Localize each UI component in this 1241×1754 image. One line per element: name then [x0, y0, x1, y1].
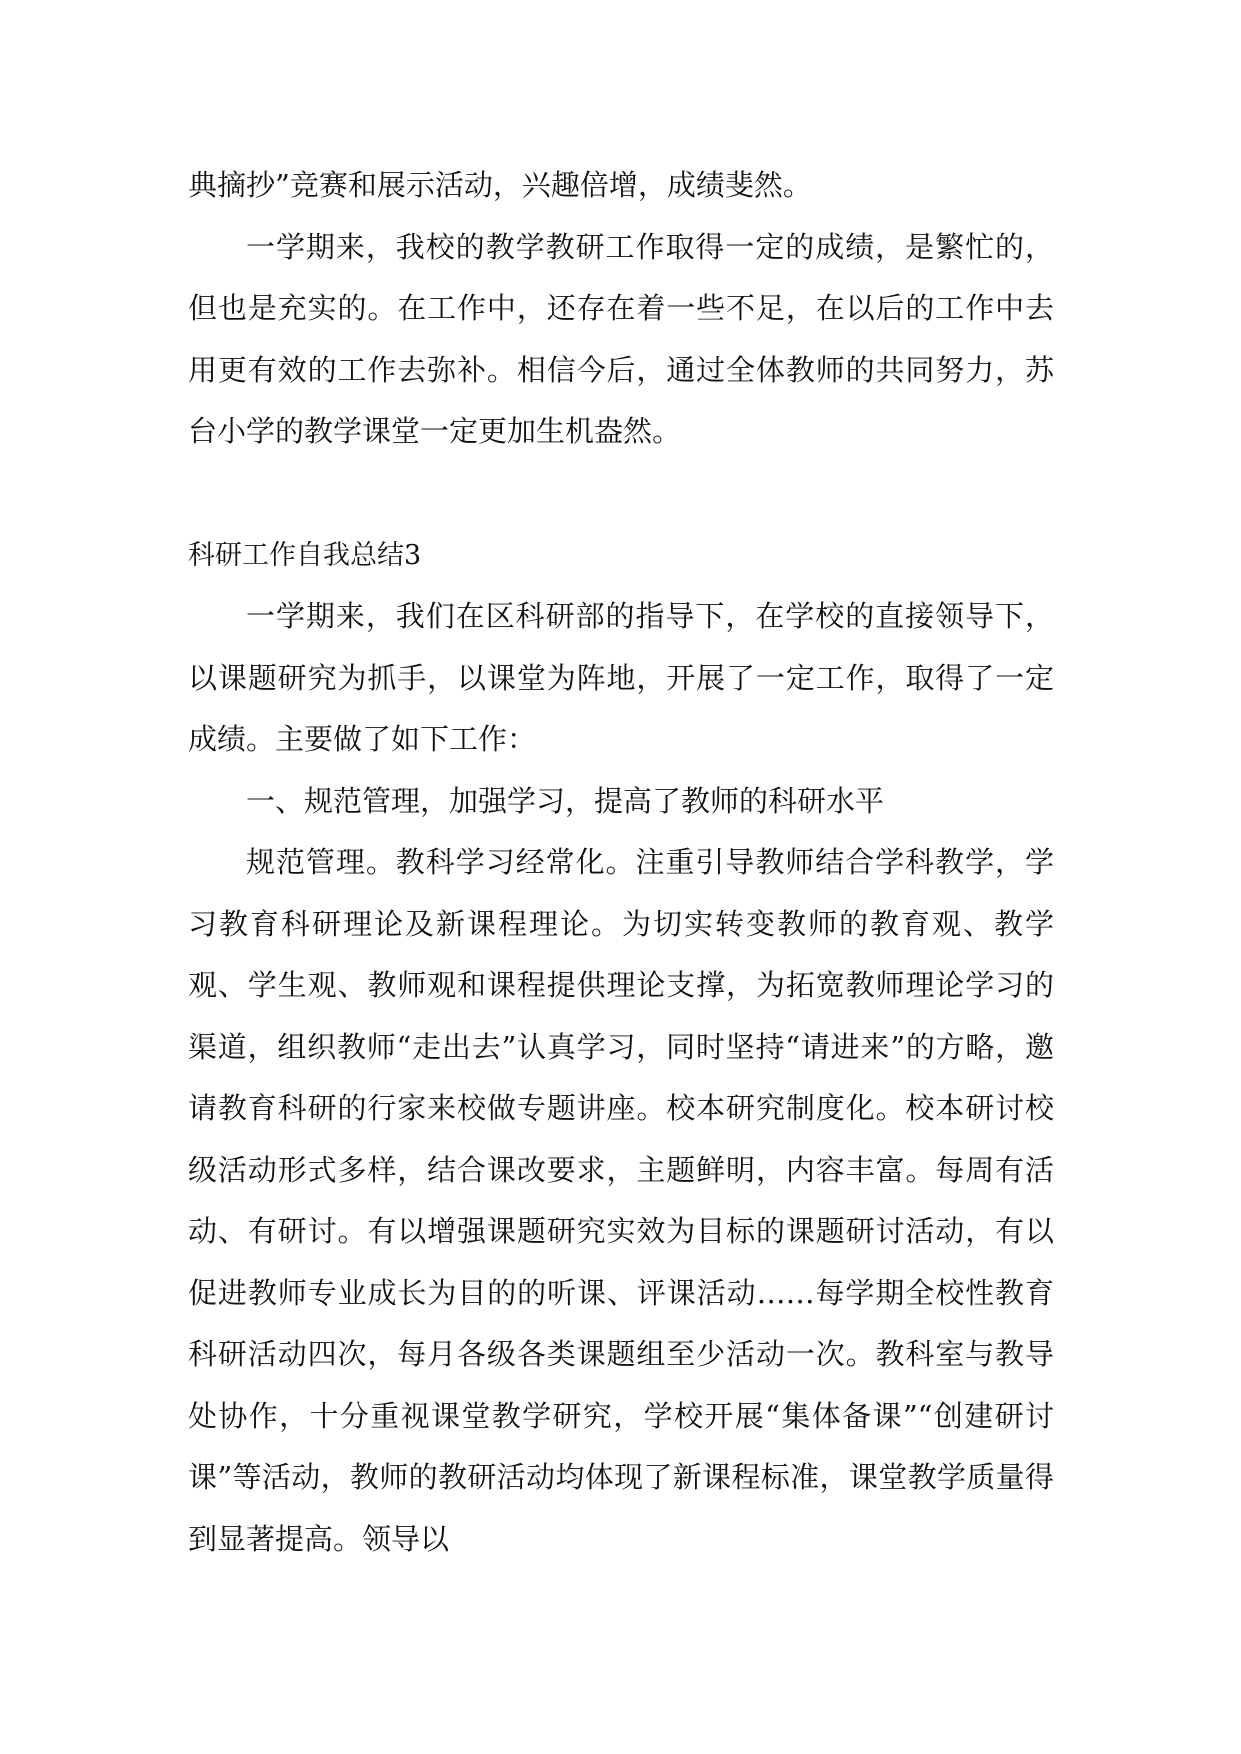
section-spacer	[188, 463, 1054, 525]
subheading: 一、规范管理，加强学习，提高了教师的科研水平	[246, 783, 885, 818]
document-body	[188, 155, 1054, 1570]
closing-paragraph: 一学期来，我校的教学教研工作取得一定的成绩，是繁忙的，但也是充实的。在工作中，还存在着一些不足，在以后的工作中去用更有效的工作去弥补。相信今后，通过全体教师的共同努力，苏台小学的教学课堂一定更加生机盎然。	[188, 229, 1054, 448]
intro-paragraph: 一学期来，我们在区科研部的指导下，在学校的直接领导下，以课题研究为抓手，以课堂为阵地，开展了一定工作，取得了一定成绩。主要做了如下工作：	[188, 599, 1054, 756]
section-title: 科研工作自我总结3	[188, 539, 422, 571]
body-paragraph: 规范管理。教科学习经常化。注重引导教师结合学科教学，学习教育科研理论及新课程理论。为切实转变教师的教育观、教学观、学生观、教师观和课程提供理论支撑，为拓宽教师理论学习的渠道，组织教师“走出去”认真学习，同时坚持“请进来”的方略，邀请教育科研的行家来校做专题讲座。校本研究制度化。校本研讨校级活动形式多样，结合课改要求，主题鲜明，内容丰富。每周有活动、有研讨。有以增强课题研究实效为目标的课题研讨活动，有以促进教师专业成长为目的的听课、评课活动……每学期全校性教育科研活动四次，每月各级各类课题组至少活动一次。教科室与教导处协作，十分重视课堂教学研究，学校开展“集体备课”“创建研讨课”等活动，教师的教研活动均体现了新课程标准，课堂教学质量得到显著提高。领导以	[188, 845, 1054, 1556]
continuation-paragraph: 典摘抄”竞赛和展示活动，兴趣倍增，成绩斐然。	[188, 168, 812, 202]
